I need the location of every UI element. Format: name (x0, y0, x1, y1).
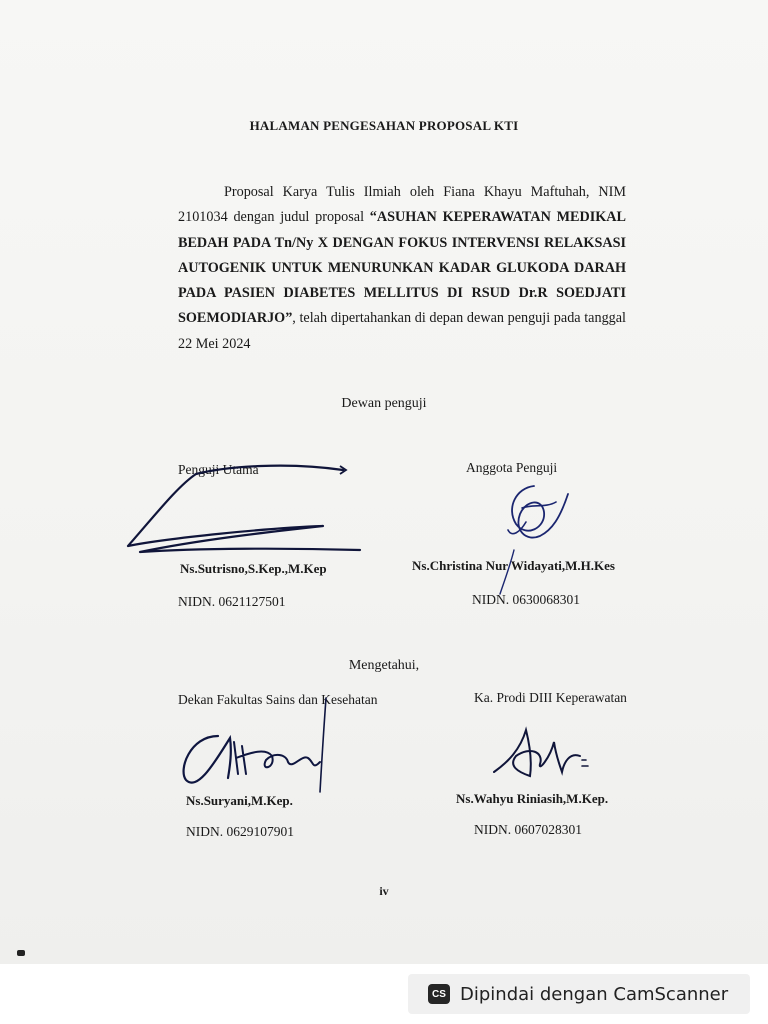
signature-kaprodi (490, 722, 600, 782)
proposal-title: “ASUHAN KEPERAWATAN MEDIKAL BEDAH PADA Tn/Ny X DENGAN FOKUS INTERVENSI RELAKSASI AUTOGENIK UNTUK MENURUNKAN KADAR GLUKODA DARAH PADA PASIEN DIABETES MELLITUS DI RSUD Dr.R SOEDJATI SOEMODIARJO” (178, 209, 626, 327)
anggota-penguji-role: Anggota Penguji (466, 460, 558, 475)
page-title: HALAMAN PENGESAHAN PROPOSAL KTI (249, 118, 519, 133)
dekan-name: Ns.Suryani,M.Kep. (186, 793, 293, 808)
approval-paragraph (178, 180, 626, 357)
anggota-penguji-name: Ns.Christina Nur Widayati,M.H.Kes (412, 558, 615, 573)
camscanner-text: Dipindai dengan CamScanner (460, 983, 729, 1005)
dewan-penguji-label: Dewan penguji (341, 396, 427, 411)
paragraph-intro: Proposal Karya Tulis Ilmiah oleh Fiana Khayu Maftuhah, NIM 2101034 dengan judul proposal (178, 184, 626, 226)
penguji-utama-nidn: NIDN. 0621127501 (178, 594, 286, 609)
kaprodi-role: Ka. Prodi DIII Keperawatan (474, 690, 627, 705)
kaprodi-name: Ns.Wahyu Riniasih,M.Kep. (456, 791, 609, 806)
dekan-nidn: NIDN. 0629107901 (186, 824, 294, 839)
kaprodi-nidn: NIDN. 0607028301 (474, 822, 582, 837)
penguji-utama-name: Ns.Sutrisno,S.Kep.,M.Kep (180, 561, 327, 576)
camscanner-logo-icon: CS (428, 984, 450, 1004)
mengetahui-label: Mengetahui, (348, 658, 420, 673)
signature-dekan (176, 696, 336, 796)
scan-artifact (17, 950, 25, 956)
signature-anggota-penguji (486, 478, 576, 598)
camscanner-watermark (408, 974, 750, 1014)
anggota-penguji-nidn: NIDN. 0630068301 (472, 592, 580, 607)
penguji-utama-role: Penguji Utama (178, 462, 259, 477)
paragraph-closing: , telah dipertahankan di depan dewan penguji pada tanggal 22 Mei 2024 (178, 310, 626, 352)
page-number: iv (379, 884, 389, 898)
signature-penguji-utama (118, 456, 368, 566)
dekan-role: Dekan Fakultas Sains dan Kesehatan (178, 692, 378, 707)
